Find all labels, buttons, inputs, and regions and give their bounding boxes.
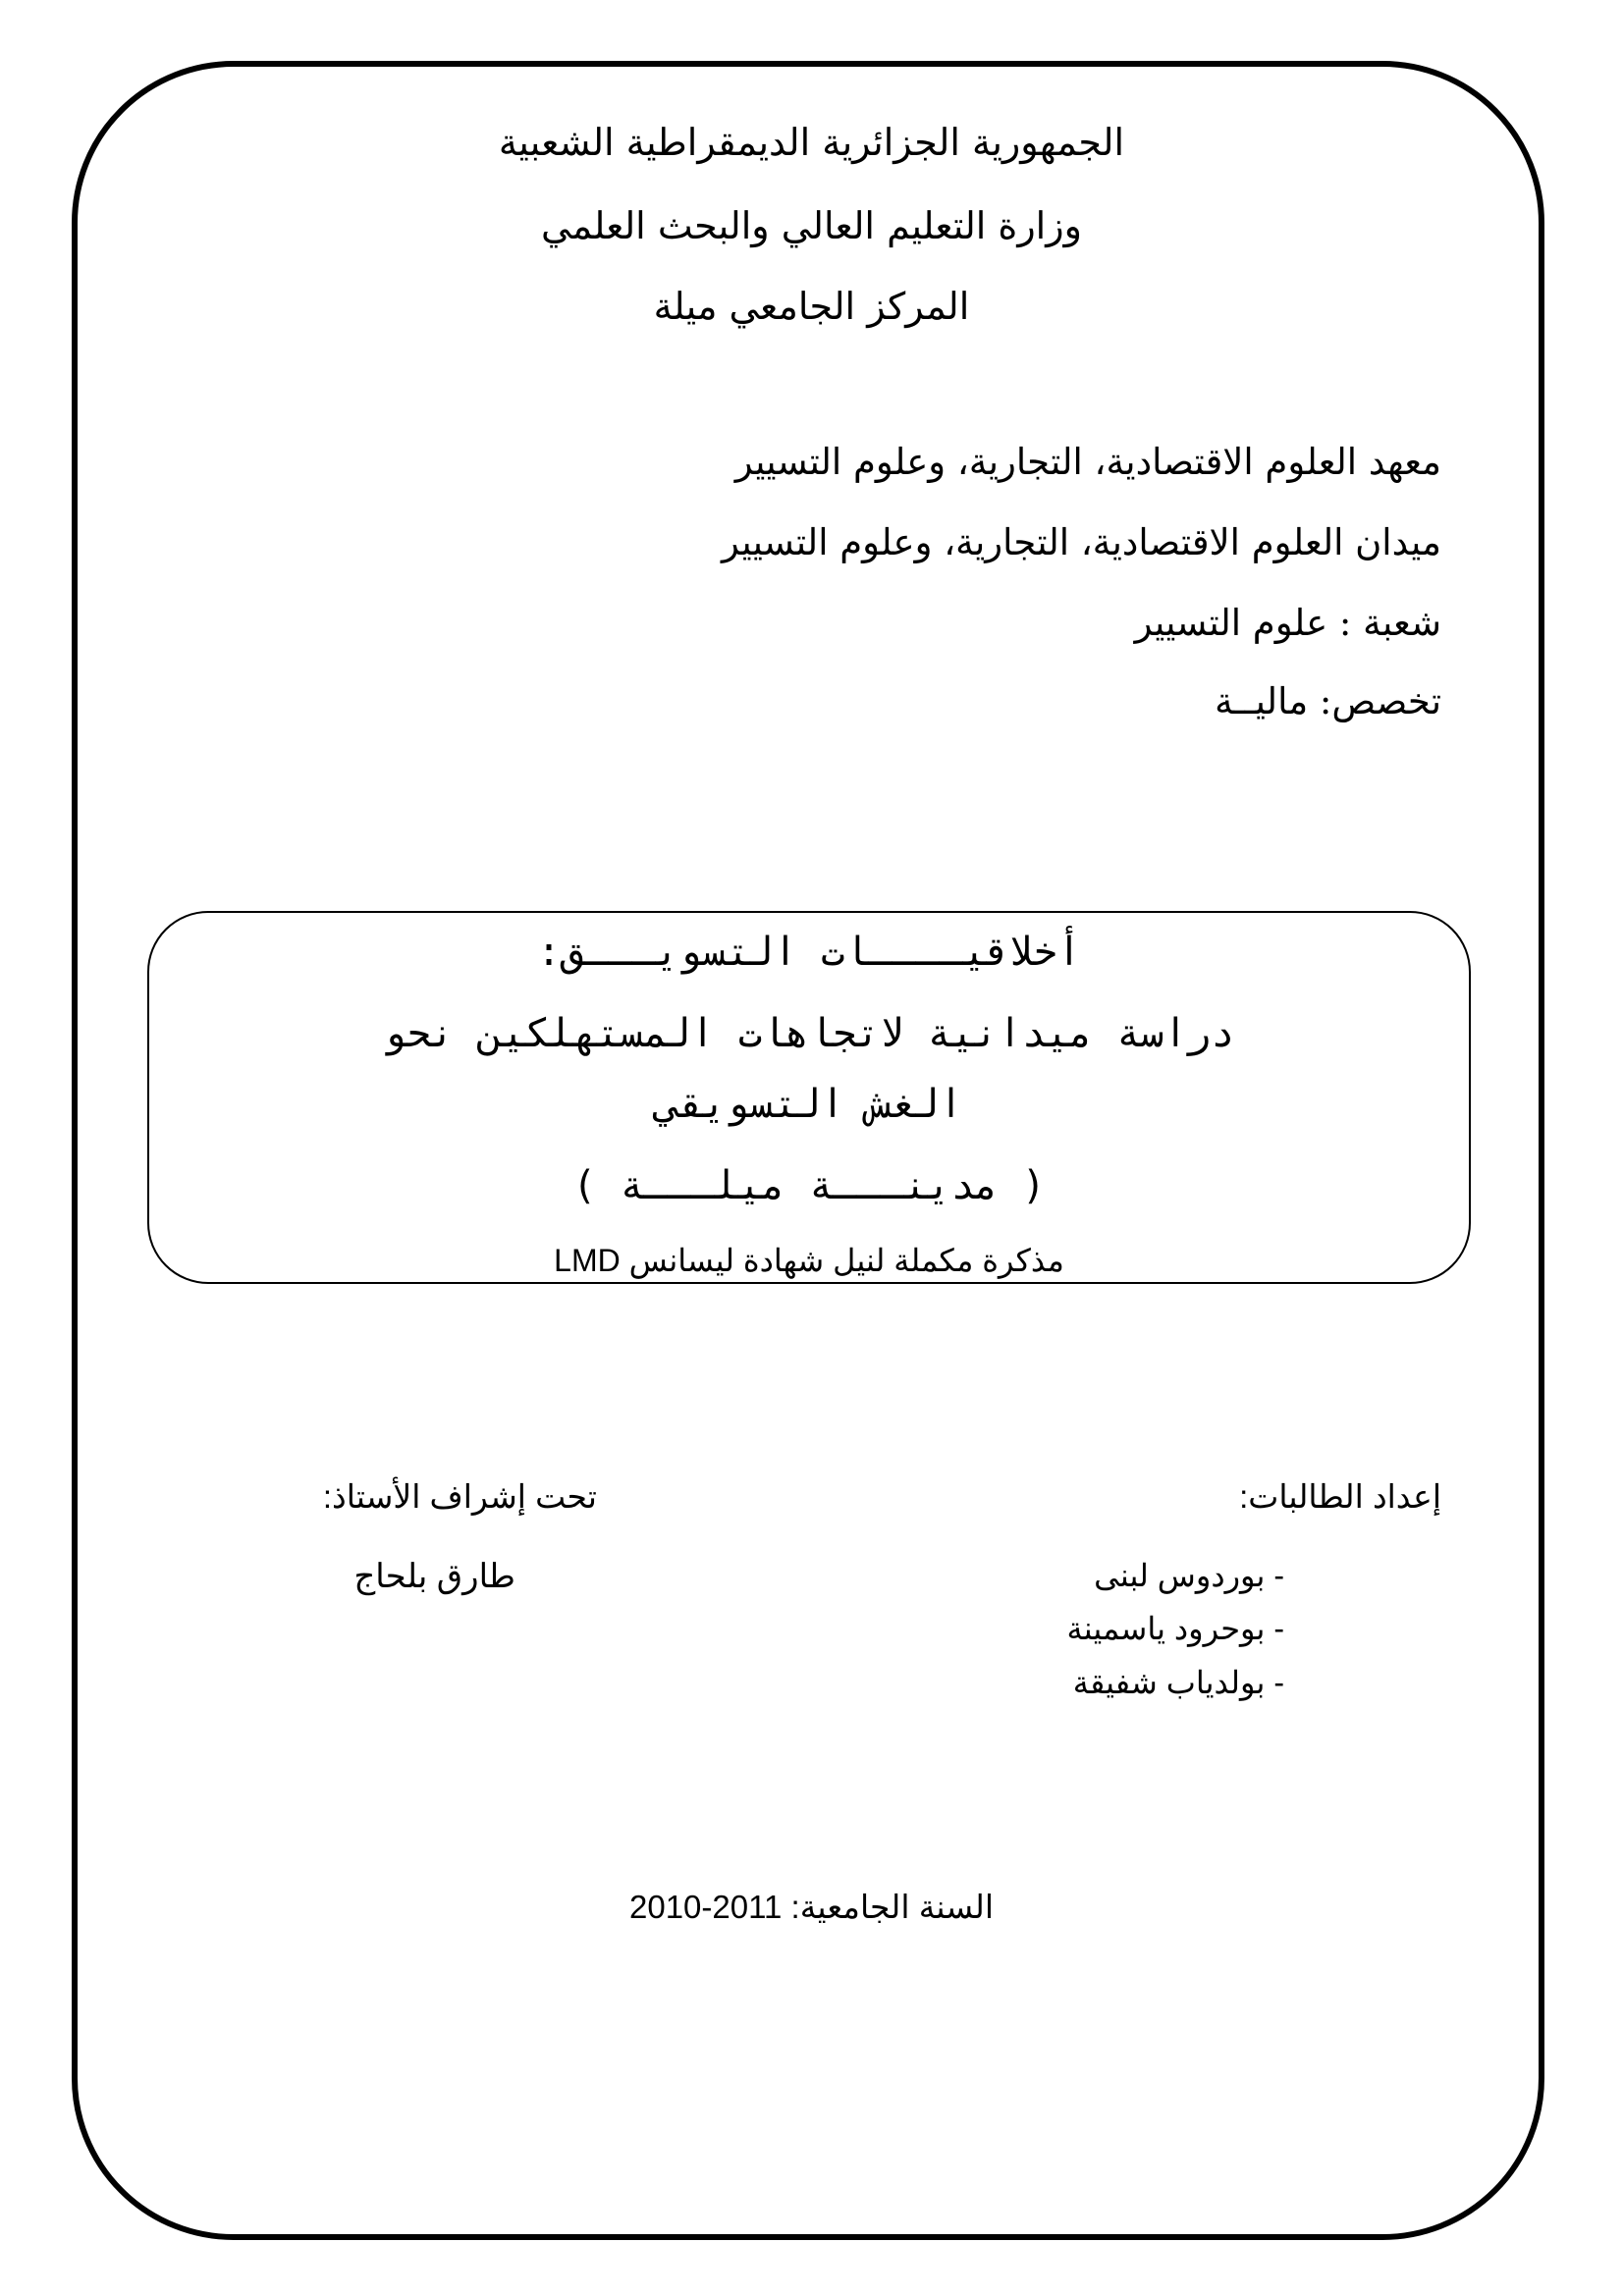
thesis-subtitle-line-2: الغش التسويقي bbox=[655, 1082, 963, 1127]
branch-line: شعبة : علوم التسيير bbox=[1134, 602, 1441, 644]
ministry-heading: وزارة التعليم العالي والبحث العلمي bbox=[541, 204, 1082, 247]
thesis-location: ( مدينـــة ميلـــة ) bbox=[572, 1163, 1046, 1208]
specialty-line: تخصص: ماليــة bbox=[1215, 680, 1441, 722]
academic-year-line bbox=[0, 1885, 1623, 1930]
thesis-title-main: أخلاقيــــات التسويـــق: bbox=[537, 930, 1081, 975]
supervisor-name: طارق بلحاج bbox=[353, 1558, 515, 1595]
student-name: - بوردوس لبنى bbox=[1094, 1558, 1284, 1593]
thesis-subtitle-line: دراسة ميدانية لاتجاهات المستهلكين نحو bbox=[383, 1011, 1235, 1056]
student-name: - بوحرود ياسمينة bbox=[1066, 1611, 1284, 1646]
students-heading: إعداد الطالبات: bbox=[1239, 1478, 1441, 1515]
supervisor-heading: تحت إشراف الأستاذ: bbox=[322, 1478, 597, 1515]
institute-line: معهد العلوم الاقتصادية، التجارية، وعلوم التسيير bbox=[734, 441, 1441, 483]
republic-heading: الجمهورية الجزائرية الديمقراطية الشعبية bbox=[498, 121, 1125, 164]
degree-memo-line: مذكرة مكملة لنيل شهادة ليسانس LMD bbox=[554, 1243, 1064, 1278]
university-center-heading: المركز الجامعي ميلة bbox=[653, 285, 970, 328]
academic-year-label: السنة الجامعية: bbox=[782, 1889, 995, 1925]
student-name: - بولدياب شفيقة bbox=[1072, 1665, 1284, 1700]
field-line: ميدان العلوم الاقتصادية، التجارية، وعلوم التسيير bbox=[722, 521, 1441, 563]
academic-year-value: 2010-2011 bbox=[628, 1889, 783, 1925]
